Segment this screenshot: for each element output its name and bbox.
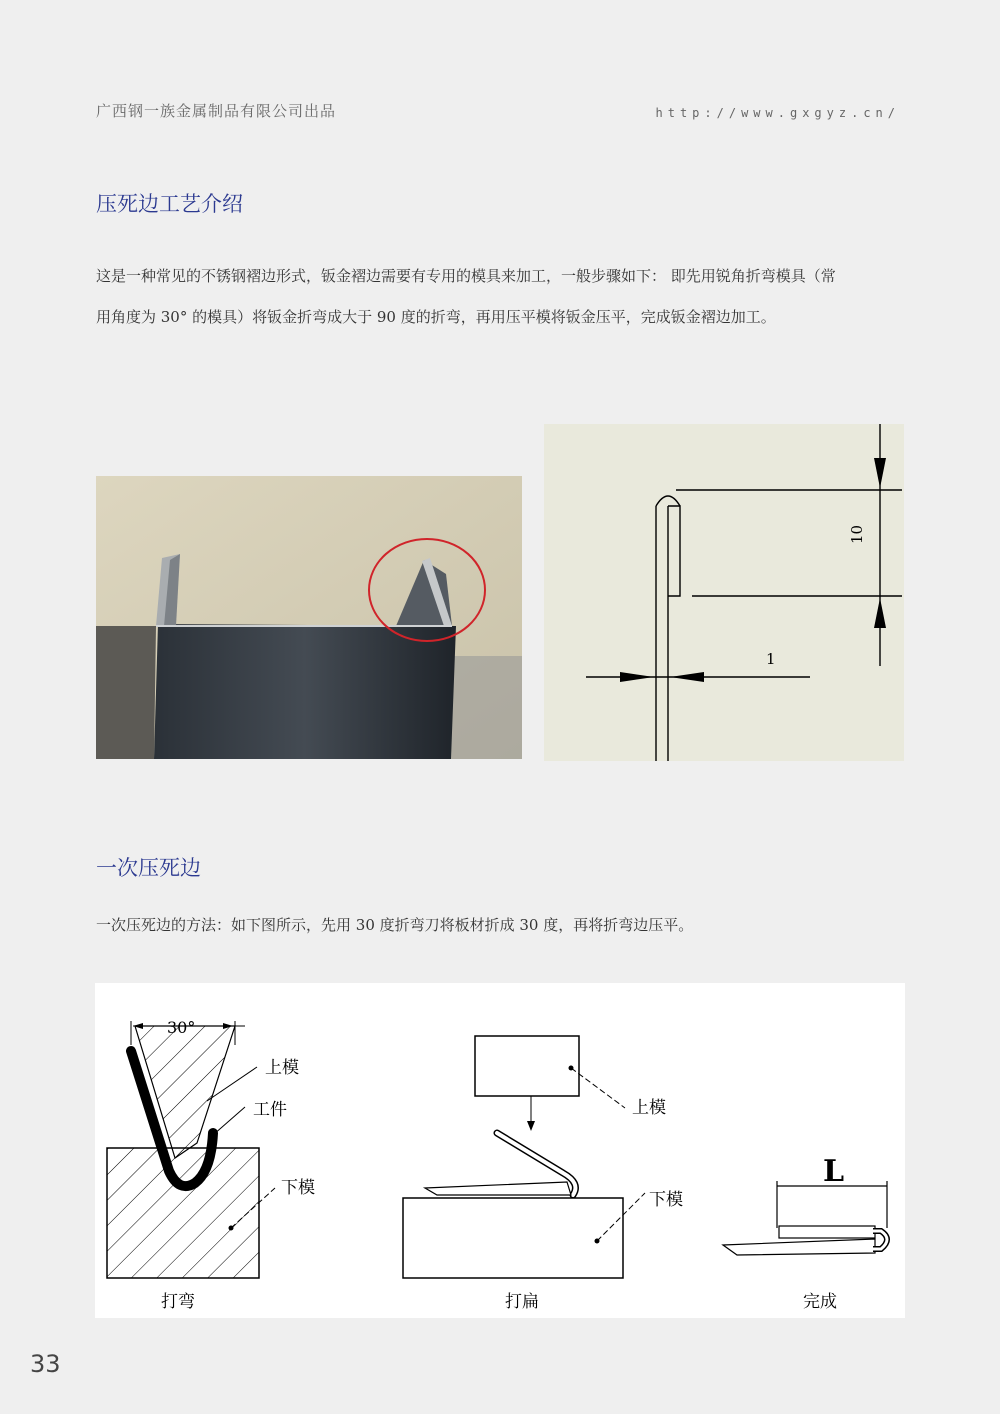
upper-die-label-2: 上模 — [632, 1098, 666, 1118]
flattening-step — [403, 1036, 683, 1312]
angle-label: 30° — [167, 1018, 196, 1037]
caption-done: 完成 — [803, 1292, 837, 1312]
hemming-process-diagram — [95, 983, 905, 1318]
single-hem-paragraph: 一次压死边的方法：如下图所示，先用 30 度折弯刀将板材折成 30 度，再将折弯边压平。 — [96, 916, 694, 934]
page-number: 33 — [30, 1350, 61, 1378]
length-label: L — [823, 1154, 845, 1189]
section-title-hemming: 压死边工艺介绍 — [96, 192, 243, 216]
company-name: 广西钢一族金属制品有限公司出品 — [96, 102, 337, 120]
website-url[interactable]: http://www.gxgyz.cn/ — [655, 106, 900, 120]
hem-dimension-drawing — [544, 424, 904, 761]
caption-bend: 打弯 — [161, 1292, 195, 1312]
intro-line-1: 这是一种常见的不锈钢褶边形式，钣金褶边需要有专用的模具来加工，一般步骤如下： 即先用锐角折弯模具（常 — [96, 267, 836, 285]
thickness-dimension-label: 1 — [766, 650, 776, 668]
height-dimension-label: 10 — [848, 524, 866, 544]
upper-die-label: 上模 — [265, 1058, 299, 1078]
bending-step — [107, 1018, 315, 1312]
workpiece-label: 工件 — [253, 1100, 287, 1120]
finished-step — [723, 1154, 887, 1312]
channel-photo — [96, 476, 522, 759]
lower-die-label: 下模 — [281, 1178, 315, 1198]
intro-paragraph — [96, 256, 906, 338]
section-title-single-hem: 一次压死边 — [96, 856, 201, 880]
caption-flatten: 打扁 — [505, 1292, 539, 1312]
lower-die-label-2: 下模 — [649, 1190, 683, 1210]
intro-line-2: 用角度为 30° 的模具）将钣金折弯成大于 90 度的折弯，再用压平模将钣金压平，完成钣金褶边加工。 — [96, 308, 776, 326]
